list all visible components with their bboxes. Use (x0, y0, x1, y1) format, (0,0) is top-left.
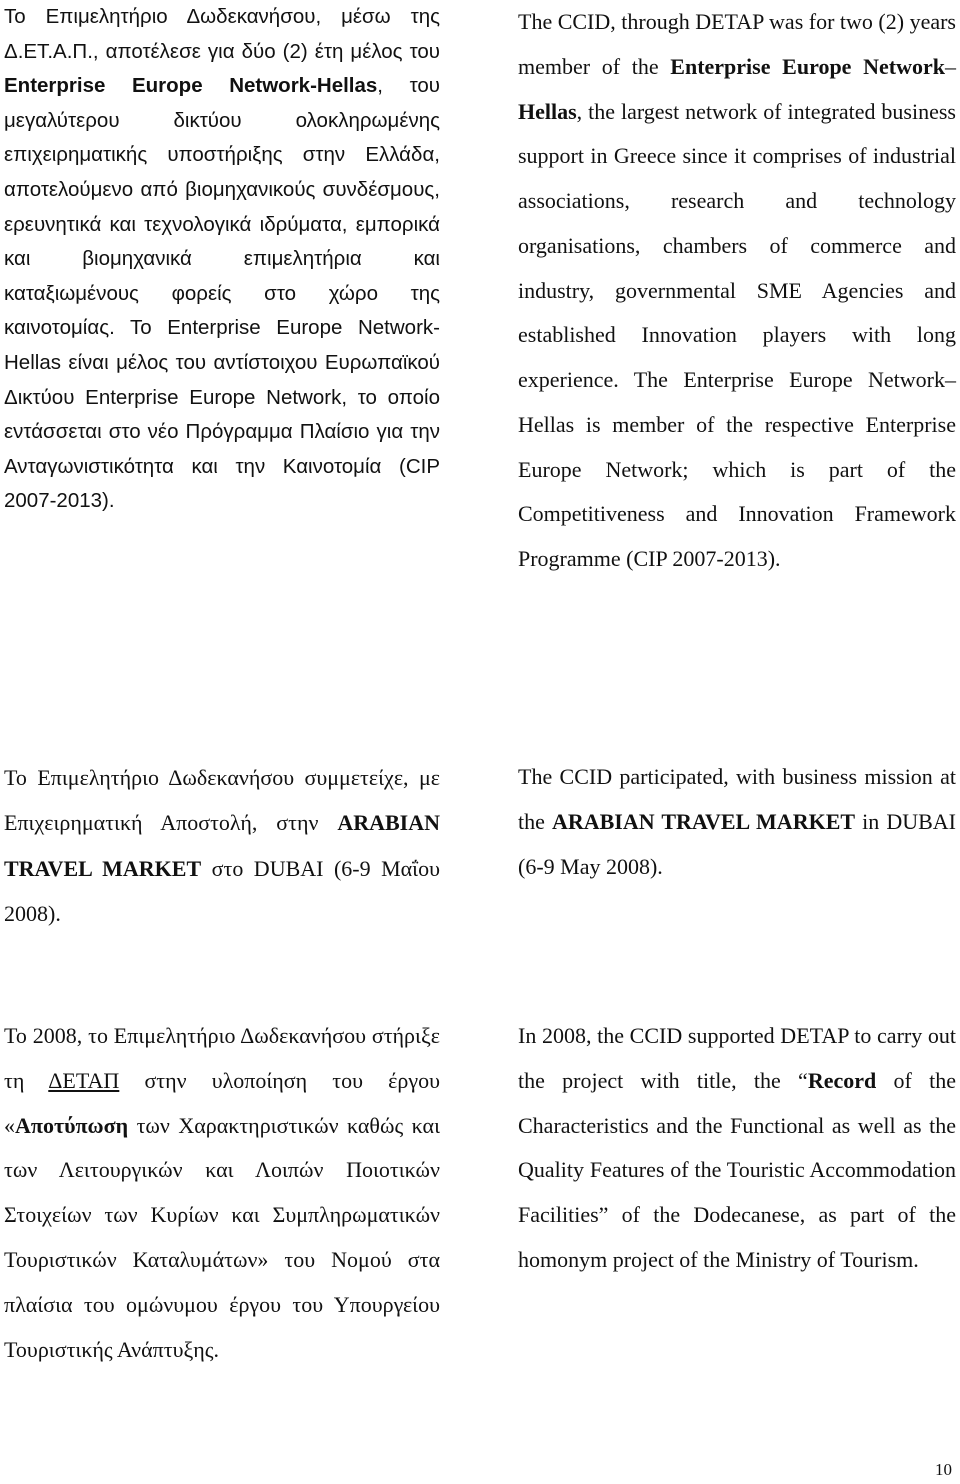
project-keyword-bold: Αποτύπωση (15, 1112, 129, 1138)
text-run: των Χαρακτηριστικών καθώς και των Λειτουργικών και Λοιπών Ποιοτικών Στοιχείων των Κυρίων και Συμπληρωματικών Τουριστικών Καταλυμάτων» του Νομού στα πλαίσια του ομώνυμου έργου του Υπουργείου Τουριστικής Ανάπτυξης. (4, 1112, 440, 1362)
event-name-bold: ARABIAN TRAVEL MARKET (4, 810, 440, 881)
arabian-travel-greek-paragraph (4, 755, 440, 936)
text-run: of the Characteristics and the Functional as well as the Quality Features of the Touristic Accommodation Facilities” of the Dodecanese, as part of the homonym project of the Ministry of Tourism. (518, 1067, 956, 1272)
page-number: 10 (935, 1460, 952, 1479)
detap-underlined: ΔΕΤΑΠ (48, 1067, 120, 1093)
text-run: στην υλοποίηση του έργου « (4, 1067, 440, 1138)
text-run: , του μεγαλύτερου δικτύου ολοκληρωμένης επιχειρηματικής υποστήριξης στην Ελλάδα, αποτελούμενο από βιομηχανικούς συνδέσμους, ερευνητικά και τεχνολογικά ιδρύματα, εμπορικά και βιομηχανικά επιμελητήρια και καταξιωμένους φορείς στο χώρο της καινοτομίας. Το Enterprise Europe Network-Hellas είναι μέλος του αντίστοιχου Ευρωπαϊκού Δικτύου Enterprise Europe Network, το οποίο εντάσσεται στο νέο Πρόγραμμα Πλαίσιο για την Ανταγωνιστικότητα και την Καινοτομία (CIP 2007-2013). (4, 74, 440, 513)
text-run: , the largest network of integrated business support in Greece since it comprises of industrial associations, research and technology organisations, chambers of commerce and industry, governmental SME Agencies and established Innovation players with long experience. The Enterprise Europe Network–Hellas is member of the respective Enterprise Europe Network; which is part of the Competitiveness and Innovation Framework Programme (CIP 2007-2013). (518, 98, 956, 571)
accommodation-record-english-paragraph (518, 1014, 956, 1283)
text-run: – (944, 53, 956, 79)
network-name-bold: Enterprise Europe Network (670, 53, 945, 79)
event-name-bold: ARABIAN TRAVEL MARKET (551, 808, 856, 834)
text-run: στο DUBAI (6-9 Μαΐου 2008). (4, 855, 440, 926)
text-run: The CCID, through DETAP was for two (2) years member of the (518, 9, 956, 79)
network-name-bold: Enterprise Europe Network-Hellas (4, 74, 378, 98)
enterprise-network-greek-paragraph (4, 0, 440, 519)
accommodation-record-greek-paragraph (4, 1014, 440, 1372)
text-run: Το Επιμελητήριο Δωδεκανήσου, μέσω της Δ.ΕΤ.Α.Π., αποτέλεσε για δύο (2) έτη μέλος του (4, 5, 440, 63)
text-run: In 2008, the CCID supported DETAP to carry out the project with title, the “ (518, 1023, 956, 1093)
text-run: Το Επιμελητήριο Δωδεκανήσου συμμετείχε, με Επιχειρηματική Αποστολή, στην (4, 765, 440, 836)
network-region-bold: Hellas (518, 98, 577, 124)
arabian-travel-english-paragraph (518, 755, 956, 889)
text-run: The CCID participated, with business mission at the (518, 764, 956, 834)
project-keyword-bold: Record (807, 1067, 877, 1093)
enterprise-network-english-paragraph (518, 0, 956, 582)
text-run: in DUBAI (6-9 May 2008). (518, 808, 956, 879)
text-run: Το 2008, το Επιμελητήριο Δωδεκανήσου στήριξε τη (4, 1023, 440, 1093)
